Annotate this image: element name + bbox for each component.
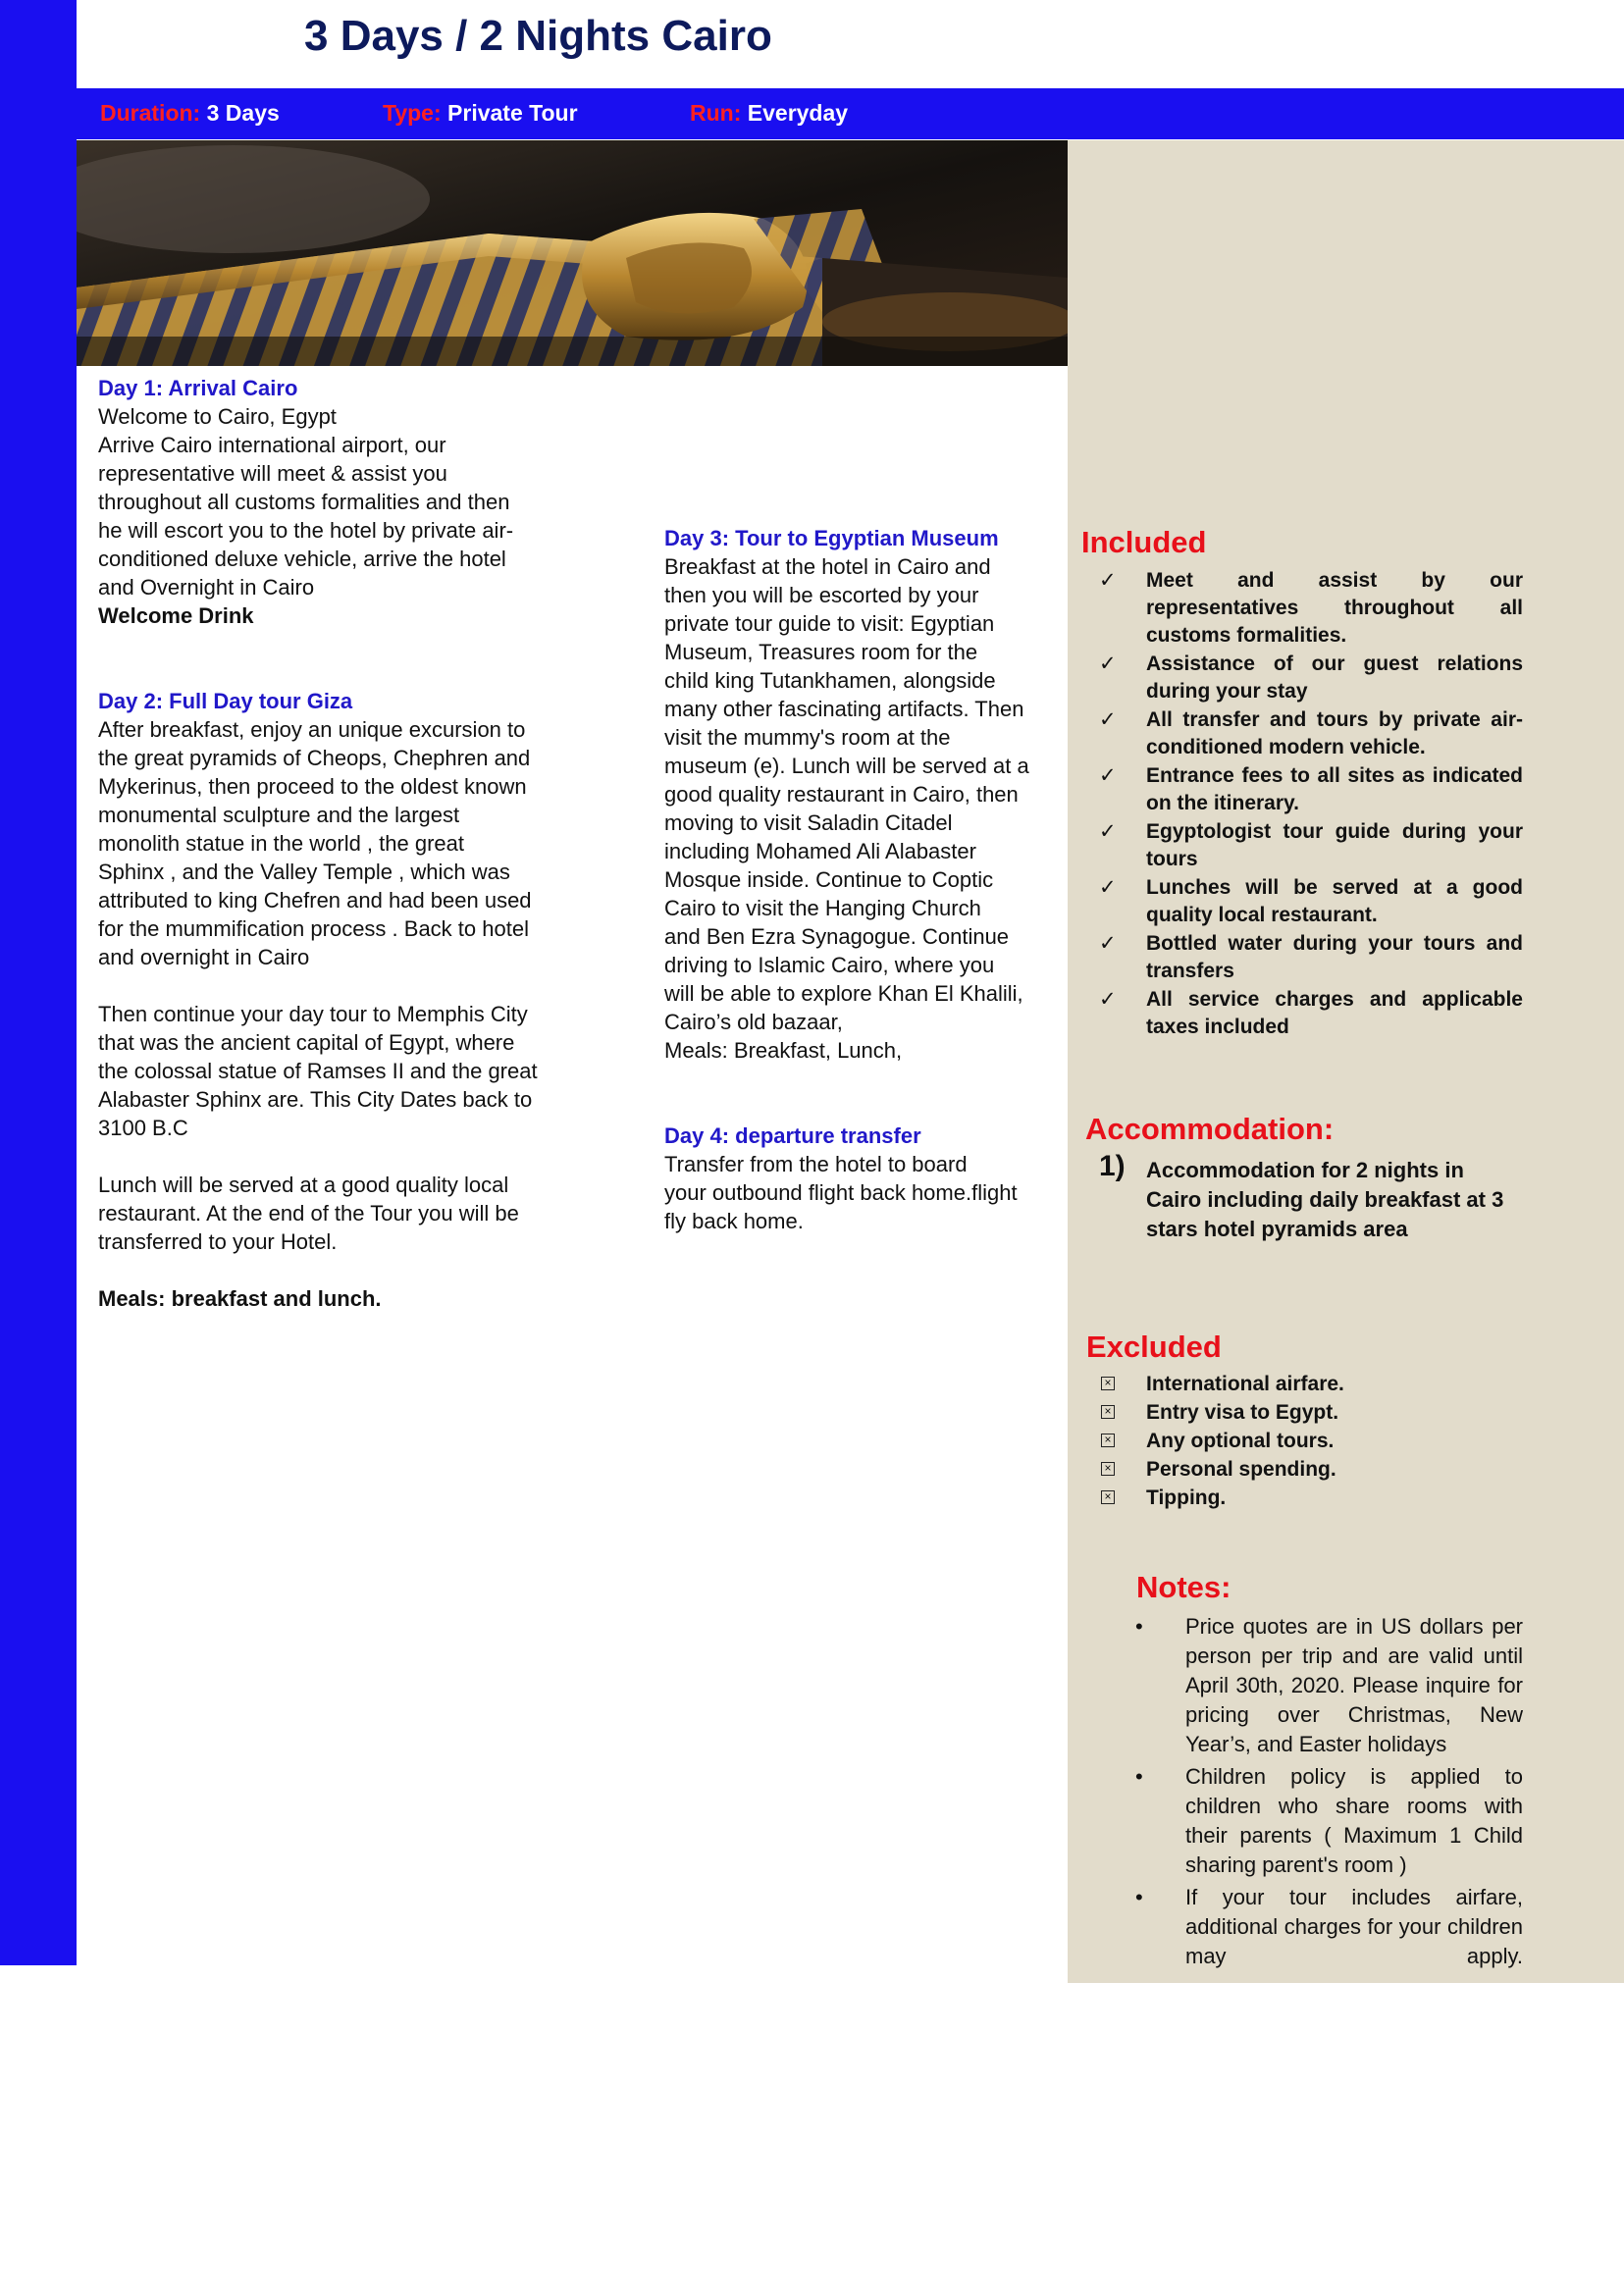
- bullet-icon: •: [1135, 1764, 1143, 1789]
- excluded-item: × Any optional tours.: [1101, 1428, 1523, 1455]
- day-3-line: many other fascinating artifacts. Then: [664, 697, 1024, 721]
- included-item: ✓ Lunches will be served at a good quality local restaurant.: [1099, 876, 1523, 926]
- run-info: [690, 100, 848, 127]
- excluded-item: × Entry visa to Egypt.: [1101, 1399, 1523, 1427]
- excluded-item: × Personal spending.: [1101, 1456, 1523, 1484]
- run-value: Everyday: [747, 100, 849, 126]
- check-icon: ✓: [1099, 876, 1117, 899]
- list-number: 1): [1099, 1150, 1126, 1182]
- day-2-line: restaurant. At the end of the Tour you will be: [98, 1201, 519, 1226]
- itinerary-column-left: [98, 374, 589, 1313]
- duration-value: 3 Days: [206, 100, 280, 126]
- included-heading: Included: [1081, 525, 1207, 559]
- day-1-welcome-drink: Welcome Drink: [98, 603, 254, 628]
- run-label: Run:: [690, 100, 742, 126]
- day-1-line: conditioned deluxe vehicle, arrive the hotel: [98, 547, 506, 571]
- note-item: • Children policy is applied to children who share rooms with their parents ( Maximum 1 Child sharing parent's room ): [1135, 1764, 1523, 1877]
- bullet-icon: •: [1135, 1885, 1143, 1909]
- included-item: ✓ Entrance fees to all sites as indicated on the itinerary.: [1099, 764, 1523, 814]
- check-icon: ✓: [1099, 764, 1117, 787]
- included-item: ✓ Assistance of our guest relations during your stay: [1099, 652, 1523, 703]
- day-3-line: including Mohamed Ali Alabaster: [664, 839, 976, 863]
- type-info: [383, 100, 578, 127]
- day-2-line: monolith statue in the world , the great: [98, 831, 464, 856]
- day-1-line: throughout all customs formalities and then: [98, 490, 510, 514]
- day-2-line: transferred to your Hotel.: [98, 1229, 338, 1254]
- itinerary-column-middle: [664, 524, 1062, 1235]
- day-2-line: for the mummification process . Back to hotel: [98, 916, 529, 941]
- day-3-line: Cairo to visit the Hanging Church: [664, 896, 981, 920]
- day-1-line: Arrive Cairo international airport, our: [98, 433, 446, 457]
- check-icon: ✓: [1099, 820, 1117, 843]
- notes-list: [1135, 1612, 1523, 1974]
- x-box-icon: ×: [1101, 1377, 1115, 1390]
- day-3-line: moving to visit Saladin Citadel: [664, 810, 953, 835]
- check-icon: ✓: [1099, 708, 1117, 731]
- day-2-line: the colossal statue of Ramses II and the great: [98, 1059, 538, 1083]
- tour-info-bar: [77, 88, 1624, 139]
- day-3-line: Meals: Breakfast, Lunch,: [664, 1038, 903, 1063]
- day-3-line: Mosque inside. Continue to Coptic: [664, 867, 994, 892]
- day-3-line: then you will be escorted by your: [664, 583, 979, 607]
- x-box-icon: ×: [1101, 1434, 1115, 1447]
- type-label: Type:: [383, 100, 442, 126]
- day-3-line: and Ben Ezra Synagogue. Continue: [664, 924, 1010, 949]
- day-2-line: Sphinx , and the Valley Temple , which was: [98, 860, 510, 884]
- day-2-line: attributed to king Chefren and had been used: [98, 888, 532, 913]
- day-2-line: Lunch will be served at a good quality local: [98, 1173, 509, 1197]
- type-value: Private Tour: [447, 100, 578, 126]
- day-2-line: Then continue your day tour to Memphis City: [98, 1002, 528, 1026]
- day-1-title: Day 1: Arrival Cairo: [98, 376, 298, 400]
- day-3-line: museum (e). Lunch will be served at a: [664, 754, 1029, 778]
- accommodation-item: 1) Accommodation for 2 nights in Cairo including daily breakfast at 3 stars hotel pyramids area: [1099, 1150, 1504, 1241]
- x-box-icon: ×: [1101, 1405, 1115, 1419]
- day-2-line: After breakfast, enjoy an unique excursion to: [98, 717, 526, 742]
- day-2-meals: Meals: breakfast and lunch.: [98, 1286, 382, 1311]
- day-3-title: Day 3: Tour to Egyptian Museum: [664, 526, 999, 550]
- day-3-line: Cairo’s old bazaar,: [664, 1010, 843, 1034]
- day-1-line: Welcome to Cairo, Egypt: [98, 404, 337, 429]
- check-icon: ✓: [1099, 988, 1117, 1011]
- included-list: [1099, 567, 1523, 1042]
- day-3-line: Breakfast at the hotel in Cairo and: [664, 554, 991, 579]
- day-2-line: Mykerinus, then proceed to the oldest known: [98, 774, 527, 799]
- x-box-icon: ×: [1101, 1490, 1115, 1504]
- day-2-title: Day 2: Full Day tour Giza: [98, 689, 353, 713]
- day-4-line: your outbound flight back home.flight: [664, 1180, 1018, 1205]
- check-icon: ✓: [1099, 569, 1117, 592]
- day-2-line: and overnight in Cairo: [98, 945, 310, 969]
- day-1-line: he will escort you to the hotel by private air-: [98, 518, 514, 543]
- page-title: 3 Days / 2 Nights Cairo: [304, 12, 772, 60]
- excluded-item: × Tipping.: [1101, 1485, 1523, 1512]
- included-item: ✓ Meet and assist by our representatives throughout all customs formalities.: [1099, 569, 1523, 647]
- day-3-line: child king Tutankhamen, alongside: [664, 668, 996, 693]
- excluded-item: × International airfare.: [1101, 1371, 1523, 1398]
- day-3-line: driving to Islamic Cairo, where you: [664, 953, 995, 977]
- included-item: ✓ Bottled water during your tours and transfers: [1099, 932, 1523, 982]
- accommodation-list: [1099, 1150, 1523, 1245]
- x-box-icon: ×: [1101, 1462, 1115, 1476]
- day-2-line: the great pyramids of Cheops, Chephren and: [98, 746, 531, 770]
- day-1-line: representative will meet & assist you: [98, 461, 447, 486]
- day-3-line: will be able to explore Khan El Khalili,: [664, 981, 1023, 1006]
- day-3-line: Museum, Treasures room for the: [664, 640, 978, 664]
- excluded-list: [1101, 1371, 1523, 1513]
- day-3-line: visit the mummy's room at the: [664, 725, 951, 750]
- day-1-line: and Overnight in Cairo: [98, 575, 315, 600]
- day-2-line: 3100 B.C: [98, 1116, 188, 1140]
- check-icon: ✓: [1099, 932, 1117, 955]
- notes-heading: Notes:: [1136, 1570, 1231, 1604]
- day-2-line: monumental sculpture and the largest: [98, 803, 460, 827]
- day-3-line: good quality restaurant in Cairo, then: [664, 782, 1019, 807]
- note-item: • Price quotes are in US dollars per person per trip and are valid until April 30th, 2020. Please inquire for pricing over Christmas, New Year’s, and Easter holidays: [1135, 1614, 1523, 1756]
- duration-label: Duration:: [100, 100, 201, 126]
- accommodation-heading: Accommodation:: [1085, 1112, 1335, 1146]
- day-3-line: private tour guide to visit: Egyptian: [664, 611, 995, 636]
- day-4-title: Day 4: departure transfer: [664, 1123, 921, 1148]
- check-icon: ✓: [1099, 652, 1117, 675]
- duration-info: [100, 100, 280, 127]
- excluded-heading: Excluded: [1086, 1330, 1222, 1364]
- hero-image-golden-sarcophagus: [77, 140, 1068, 366]
- included-item: ✓ All service charges and applicable taxes included: [1099, 988, 1523, 1038]
- day-4-line: fly back home.: [664, 1209, 804, 1233]
- sarcophagus-illustration: [77, 140, 1068, 366]
- bullet-icon: •: [1135, 1614, 1143, 1639]
- included-item: ✓ Egyptologist tour guide during your tours: [1099, 820, 1523, 870]
- included-item: ✓ All transfer and tours by private air-conditioned modern vehicle.: [1099, 708, 1523, 758]
- day-2-line: Alabaster Sphinx are. This City Dates back to: [98, 1087, 533, 1112]
- note-item: • If your tour includes airfare, additional charges for your children may apply.: [1135, 1885, 1523, 1968]
- left-accent-bar: [0, 0, 77, 1965]
- day-2-line: that was the ancient capital of Egypt, where: [98, 1030, 515, 1055]
- day-4-line: Transfer from the hotel to board: [664, 1152, 968, 1176]
